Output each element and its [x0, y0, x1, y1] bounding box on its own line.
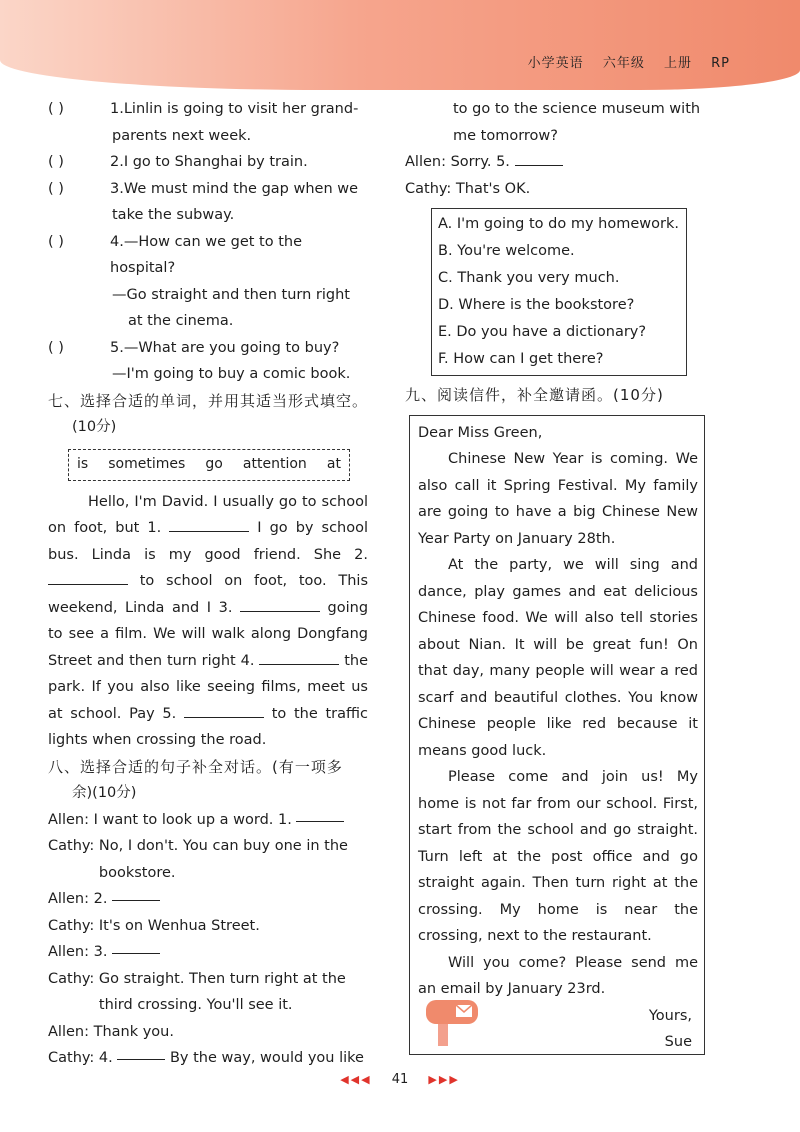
dialog-cont: to go to the science museum with [453, 101, 701, 117]
word-bank-item: is [77, 456, 89, 473]
option-d: D. Where is the bookstore? [438, 297, 635, 313]
section8-title-cont: 余)(10分) [72, 785, 137, 801]
header-info [514, 52, 730, 71]
cloze-passage: Hello, I'm David. I usually go to school on foot, but 1. I go by school bus. Linda is my good friend. She 2. to school on foot, too. This weekend, Linda and I 3. going to see a film. We will walk along Dongfang Street and then turn right 4. the park. If you also like seeing films, meet us at school. Pay 5. to the traffic lights when crossing the road. [48, 493, 369, 748]
option-b: B. You're welcome. [438, 243, 575, 259]
judge-item-3: ( ) 3.We must mind the gap when we [48, 176, 368, 203]
blank-2[interactable] [48, 570, 128, 585]
dialog-line: Cathy: That's OK. [405, 180, 531, 197]
word-bank-item: attention [242, 456, 307, 473]
letter-salutation: Dear Miss Green, [418, 424, 543, 441]
dialog-blank-1[interactable] [296, 807, 344, 822]
judge-item-4: ( ) 4.—How can we get to the hospital? [48, 229, 368, 282]
options-box [431, 208, 687, 376]
blank-3[interactable] [240, 597, 320, 612]
letter-paragraph: At the party, we will sing and dance, play games and eat delicious Chinese food. We will also tell stories about Nian. It will be great fun! On that day, many people will wear a red scarf and beautiful clothes. You know Chinese people like red because it means good luck. [418, 557, 698, 759]
word-bank-item: go [205, 456, 223, 473]
dialog-line: Allen: 2. [48, 886, 368, 913]
dialog-blank-4[interactable] [117, 1045, 165, 1060]
dialog-line: Cathy: It's on Wenhua Street. [48, 917, 260, 934]
section7-title: 七、选择合适的单词，并用其适当形式填空。 [48, 391, 369, 410]
header-edition: RP [711, 56, 730, 71]
item-text-cont: at the cinema. [128, 313, 234, 329]
item-text: We must mind the gap when we [123, 180, 359, 197]
blank-1[interactable] [169, 517, 249, 532]
dialog-line: Allen: Sorry. 5. [405, 149, 715, 176]
left-arrows-icon: ◀◀◀ [340, 1073, 372, 1086]
answer-parentheses[interactable]: ( ) [48, 154, 64, 170]
right-arrows-icon: ▶▶▶ [428, 1073, 460, 1086]
header-grade: 六年级 [602, 56, 645, 71]
page-footer [0, 1072, 800, 1087]
option-c: C. Thank you very much. [438, 270, 620, 286]
section9-title: 九、阅读信件，补全邀请函。(10分) [405, 386, 664, 404]
header-band [0, 0, 800, 90]
item-text-cont: —Go straight and then turn right [112, 286, 350, 303]
letter-paragraph: Chinese New Year is coming. We also call it Spring Festival. My family are going to have a big Chinese New Year Party on January 28th. [418, 451, 698, 547]
mailbox-icon [424, 996, 480, 1046]
item-text: —What are you going to buy? [123, 339, 340, 356]
option-a: A. I'm going to do my homework. [438, 216, 679, 232]
left-column [48, 96, 368, 1072]
dialog-line: Cathy: Go straight. Then turn right at the third crossing. You'll see it. [48, 970, 346, 1013]
dialog-line: Allen: 3. [48, 939, 368, 966]
dialog-cont: me tomorrow? [453, 127, 558, 144]
item-text-cont: —I'm going to buy a comic book. [112, 366, 351, 382]
section8-title: 八、选择合适的句子补全对话。(有一项多 [48, 757, 343, 776]
word-bank-item: at [326, 456, 341, 473]
word-bank-item: sometimes [108, 456, 186, 473]
judge-item-5: ( ) 5.—What are you going to buy? [48, 335, 368, 362]
page-number: 41 [391, 1072, 409, 1087]
judge-item-1: ( ) 1.Linlin is going to visit her grand- [48, 96, 368, 123]
letter-paragraph: Please come and join us! My home is not far from our school. First, start from the school and go straight. Turn left at the post office and go straight again. Then turn right at the crossing. My home is near the crossing, next to the restaurant. [418, 769, 698, 944]
header-volume: 上册 [663, 56, 692, 71]
word-bank [68, 449, 350, 481]
option-f: F. How can I get there? [438, 351, 604, 367]
header-subject: 小学英语 [527, 56, 584, 71]
item-text-cont: take the subway. [112, 207, 235, 223]
section6-items [48, 96, 368, 388]
option-e: E. Do you have a dictionary? [438, 324, 647, 340]
dialog-line: Cathy: No, I don't. You can buy one in the bookstore. [48, 838, 348, 881]
judge-item-2: ( ) 2.I go to Shanghai by train. [48, 149, 368, 176]
item-text: Linlin is going to visit her grand- [123, 101, 359, 117]
item-text-cont: parents next week. [112, 127, 252, 144]
dialog-line: Allen: Thank you. [48, 1023, 174, 1040]
letter-signature: Sue [664, 1034, 692, 1050]
answer-parentheses[interactable]: ( ) [48, 233, 64, 250]
blank-5[interactable] [184, 703, 264, 718]
right-column [405, 96, 715, 1055]
answer-parentheses[interactable]: ( ) [48, 101, 64, 117]
letter-closing: Yours, [648, 1007, 692, 1024]
dialog-blank-5[interactable] [515, 151, 563, 166]
item-text: I go to Shanghai by train. [123, 154, 308, 170]
letter-box [409, 415, 705, 1055]
blank-4[interactable] [259, 650, 339, 665]
dialog-blank-3[interactable] [112, 939, 160, 954]
dialog-line: Allen: I want to look up a word. 1. [48, 807, 368, 834]
item-text: —How can we get to the hospital? [110, 233, 303, 276]
dialog-blank-2[interactable] [112, 886, 160, 901]
dialog [48, 807, 368, 1072]
answer-parentheses[interactable]: ( ) [48, 180, 64, 197]
dialog-line: Cathy: 4. By the way, would you like [48, 1045, 368, 1072]
section7-score: (10分) [72, 419, 117, 435]
letter-paragraph: Will you come? Please send me an email by January 23rd. [418, 954, 698, 997]
answer-parentheses[interactable]: ( ) [48, 339, 64, 356]
